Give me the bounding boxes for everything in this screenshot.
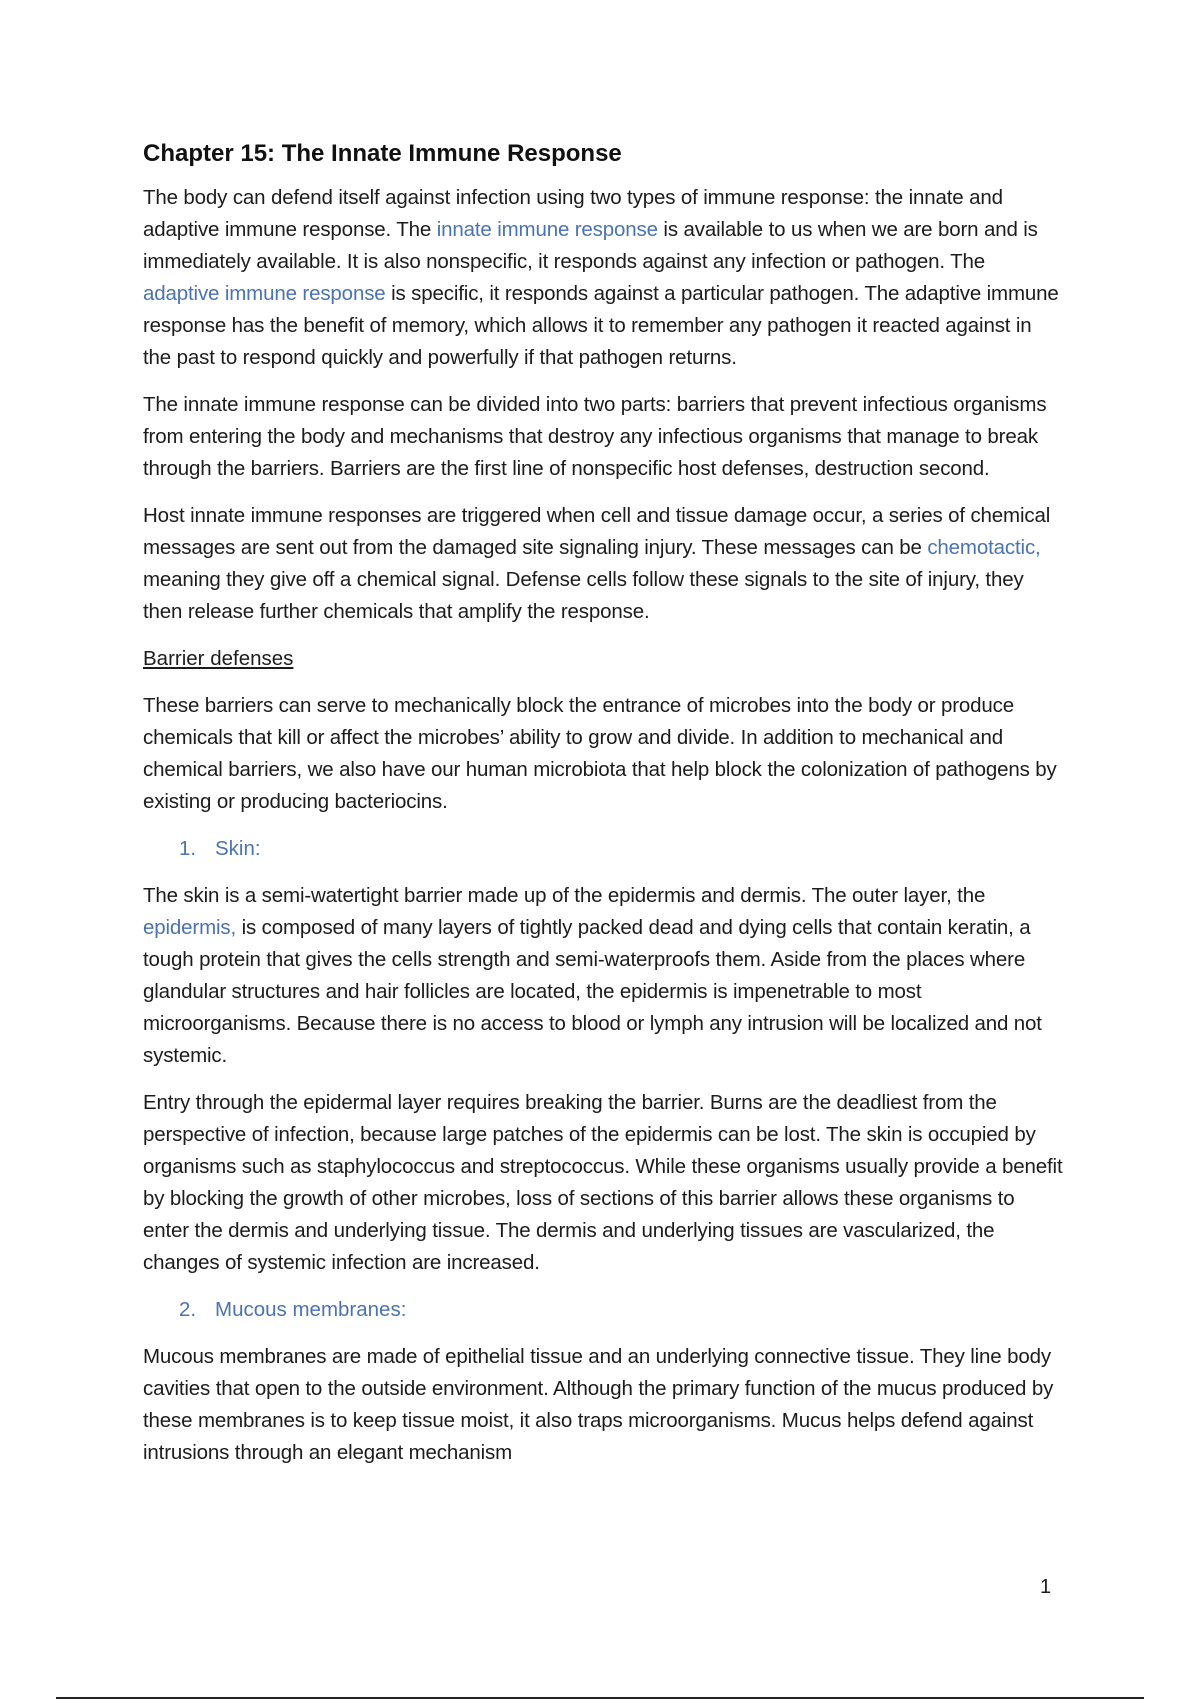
list-label: Skin: — [215, 837, 261, 860]
document-body — [143, 140, 1063, 1484]
paragraph-host-responses — [143, 500, 1063, 628]
chapter-title: Chapter 15: The Innate Immune Response — [143, 140, 622, 167]
paragraph-epidermal-entry: Entry through the epidermal layer requires breaking the barrier. Burns are the deadliest from the perspective of infection, because large patches of the epidermis can be lost. The skin is occupied by organisms such as staphylococcus and streptococcus. While these organisms usually provide a benefit by blocking the growth of other microbes, loss of sections of this barrier allows these organisms to enter the dermis and underlying tissue. The dermis and underlying tissues are vascularized, the changes of systemic infection are increased. — [143, 1091, 1063, 1274]
paragraph-text: Host innate immune responses are triggered when cell and tissue damage occur, a series of chemical messages are sent out from the damaged site signaling injury. These messages can be — [143, 504, 1051, 559]
list-number: 1. — [179, 837, 197, 860]
term-chemotactic: chemotactic, — [927, 536, 1041, 559]
paragraph-text: The body can defend itself against infection using two types of immune response: the innate and adaptive immune response. The — [143, 186, 1003, 241]
term-epidermis: epidermis, — [143, 916, 237, 939]
paragraph-text: is available to us when we are born and is immediately available. It is also nonspecific, it responds against any infection or pathogen. The — [143, 218, 1038, 273]
paragraph-mucous-membranes: Mucous membranes are made of epithelial tissue and an underlying connective tissue. They line body cavities that open to the outside environment. Although the primary function of the mucus produced by these membranes is to keep tissue moist, it also traps microorganisms. Mucus helps defend against intrusions through an elegant mechanism — [143, 1345, 1054, 1464]
paragraph-intro — [143, 182, 1063, 374]
term-innate-immune-response: innate immune response — [436, 218, 658, 241]
paragraph-text: is specific, it responds against a particular pathogen. The adaptive immune response has the benefit of memory, which allows it to remember any pathogen it reacted against in the past to respond quickly and powerfully if that pathogen returns. — [143, 282, 1059, 369]
term-adaptive-immune-response: adaptive immune response — [143, 282, 386, 305]
bottom-divider — [56, 1697, 1144, 1699]
page-number: 1 — [1040, 1576, 1052, 1598]
paragraph-text: meaning they give off a chemical signal. Defense cells follow these signals to the site of injury, they then release further chemicals that amplify the response. — [143, 568, 1024, 623]
paragraph-text: The skin is a semi-watertight barrier made up of the epidermis and dermis. The outer layer, the — [143, 884, 986, 907]
list-number: 2. — [179, 1298, 197, 1321]
paragraph-innate-parts: The innate immune response can be divided into two parts: barriers that prevent infectious organisms from entering the body and mechanisms that destroy any infectious organisms that manage to break through the barriers. Barriers are the first line of nonspecific host defenses, destruction second. — [143, 393, 1047, 480]
paragraph-text: is composed of many layers of tightly packed dead and dying cells that contain keratin, a tough protein that gives the cells strength and semi-waterproofs them. Aside from the places where glandular structures and hair follicles are located, the epidermis is impenetrable to most microorganisms. Because there is no access to blood or lymph any intrusion will be localized and not systemic. — [143, 916, 1042, 1067]
list-heading-mucous-membranes — [143, 1294, 1063, 1326]
list-label: Mucous membranes: — [215, 1298, 407, 1321]
paragraph-skin — [143, 880, 1063, 1072]
list-heading-skin — [143, 833, 1063, 865]
subheading-barrier-defenses: Barrier defenses — [143, 647, 294, 670]
paragraph-barriers: These barriers can serve to mechanically block the entrance of microbes into the body or produce chemicals that kill or affect the microbes’ ability to grow and divide. In addition to mechanical and chemical barriers, we also have our human microbiota that help block the colonization of pathogens by existing or producing bacteriocins. — [143, 694, 1057, 813]
